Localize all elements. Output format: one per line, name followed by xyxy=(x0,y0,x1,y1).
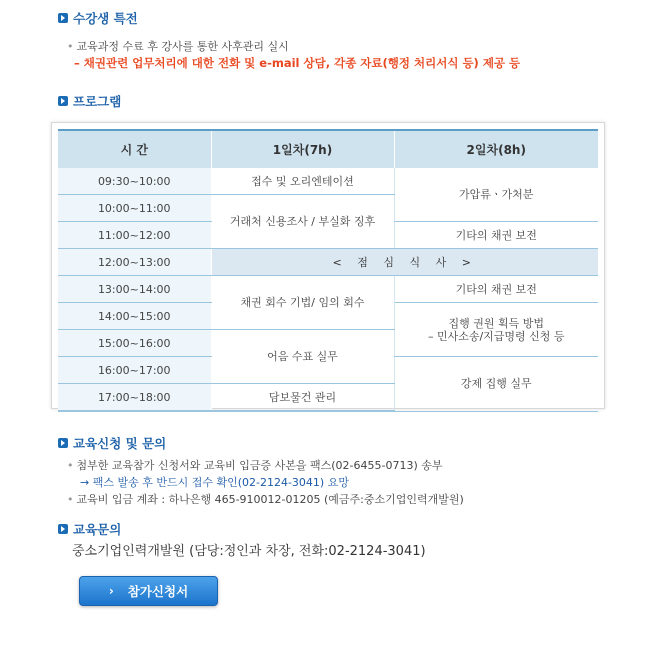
apply-title: 교육신청 및 문의 xyxy=(73,436,167,451)
table-row xyxy=(58,276,598,303)
table-header-row xyxy=(58,130,598,168)
day1-cell: 채권 회수 기법/ 임의 회수 xyxy=(211,276,394,330)
benefits-item-2: – 채권관련 업무처리에 대한 전화 및 e-mail 상담, 각종 자료(행정 처리서식 등) 제공 등 xyxy=(74,56,521,70)
application-form-label: 참가신청서 xyxy=(127,584,189,599)
day1-cell: 접수 및 오리엔테이션 xyxy=(211,168,394,195)
benefits-item-1: • 교육과정 수료 후 강사를 통한 사후관리 실시 xyxy=(67,38,289,54)
time-cell: 09:30~10:00 xyxy=(58,168,211,195)
header-time: 시 간 xyxy=(58,130,211,168)
application-form-button[interactable] xyxy=(79,576,218,606)
day2-cell: 강제 집행 실무 xyxy=(394,357,598,412)
time-cell: 10:00~11:00 xyxy=(58,195,211,222)
lunch-cell: < 점 심 식 사 > xyxy=(211,249,598,276)
day2-cell: 기타의 채권 보전 xyxy=(394,276,598,303)
contact-title: 교육문의 xyxy=(73,522,122,537)
day1-cell: 거래처 신용조사 / 부실화 징후 xyxy=(211,195,394,249)
arrow-bullet-icon xyxy=(58,524,68,534)
day2-line: 집행 권원 획득 방법 xyxy=(448,316,544,330)
benefits-title: 수강생 특전 xyxy=(73,11,138,26)
arrow-bullet-icon xyxy=(58,438,68,448)
time-cell: 14:00~15:00 xyxy=(58,303,211,330)
day2-cell xyxy=(394,303,598,357)
apply-line-2: → 팩스 발송 후 반드시 접수 확인(02-2124-3041) 요망 xyxy=(80,476,349,489)
time-cell: 11:00~12:00 xyxy=(58,222,211,249)
apply-header xyxy=(58,434,166,452)
day2-cell: 기타의 채권 보전 xyxy=(394,222,598,249)
program-title: 프로그램 xyxy=(73,94,122,109)
arrow-bullet-icon xyxy=(58,13,68,23)
day2-cell: 가압류ㆍ가처분 xyxy=(394,168,598,222)
day2-subline: – 민사소송/지급명령 신청 등 xyxy=(427,329,565,343)
apply-line-3: • 교육비 입금 계좌 : 하나은행 465-910012-01205 (예금주:중소기업인력개발원) xyxy=(67,491,464,507)
header-day2: 2일차(8h) xyxy=(394,130,598,168)
schedule-box xyxy=(51,122,605,409)
time-cell: 12:00~13:00 xyxy=(58,249,211,276)
day1-cell: 담보물건 관리 xyxy=(211,384,394,412)
time-cell: 13:00~14:00 xyxy=(58,276,211,303)
program-header xyxy=(58,92,121,110)
time-cell: 15:00~16:00 xyxy=(58,330,211,357)
arrow-bullet-icon xyxy=(58,96,68,106)
chevron-right-icon: › xyxy=(108,584,114,598)
time-cell: 17:00~18:00 xyxy=(58,384,211,412)
time-cell: 16:00~17:00 xyxy=(58,357,211,384)
day1-cell: 어음 수표 실무 xyxy=(211,330,394,384)
schedule-table xyxy=(58,129,598,412)
table-row xyxy=(58,168,598,195)
apply-line-1: • 첨부한 교육참가 신청서와 교육비 입금증 사본을 팩스(02-6455-0713) 송부 xyxy=(67,457,443,473)
header-day1: 1일차(7h) xyxy=(211,130,394,168)
contact-text: 중소기업인력개발원 (담당:정인과 차장, 전화:02-2124-3041) xyxy=(72,544,426,559)
table-row xyxy=(58,249,598,276)
benefits-header xyxy=(58,9,138,27)
contact-header xyxy=(58,520,121,538)
